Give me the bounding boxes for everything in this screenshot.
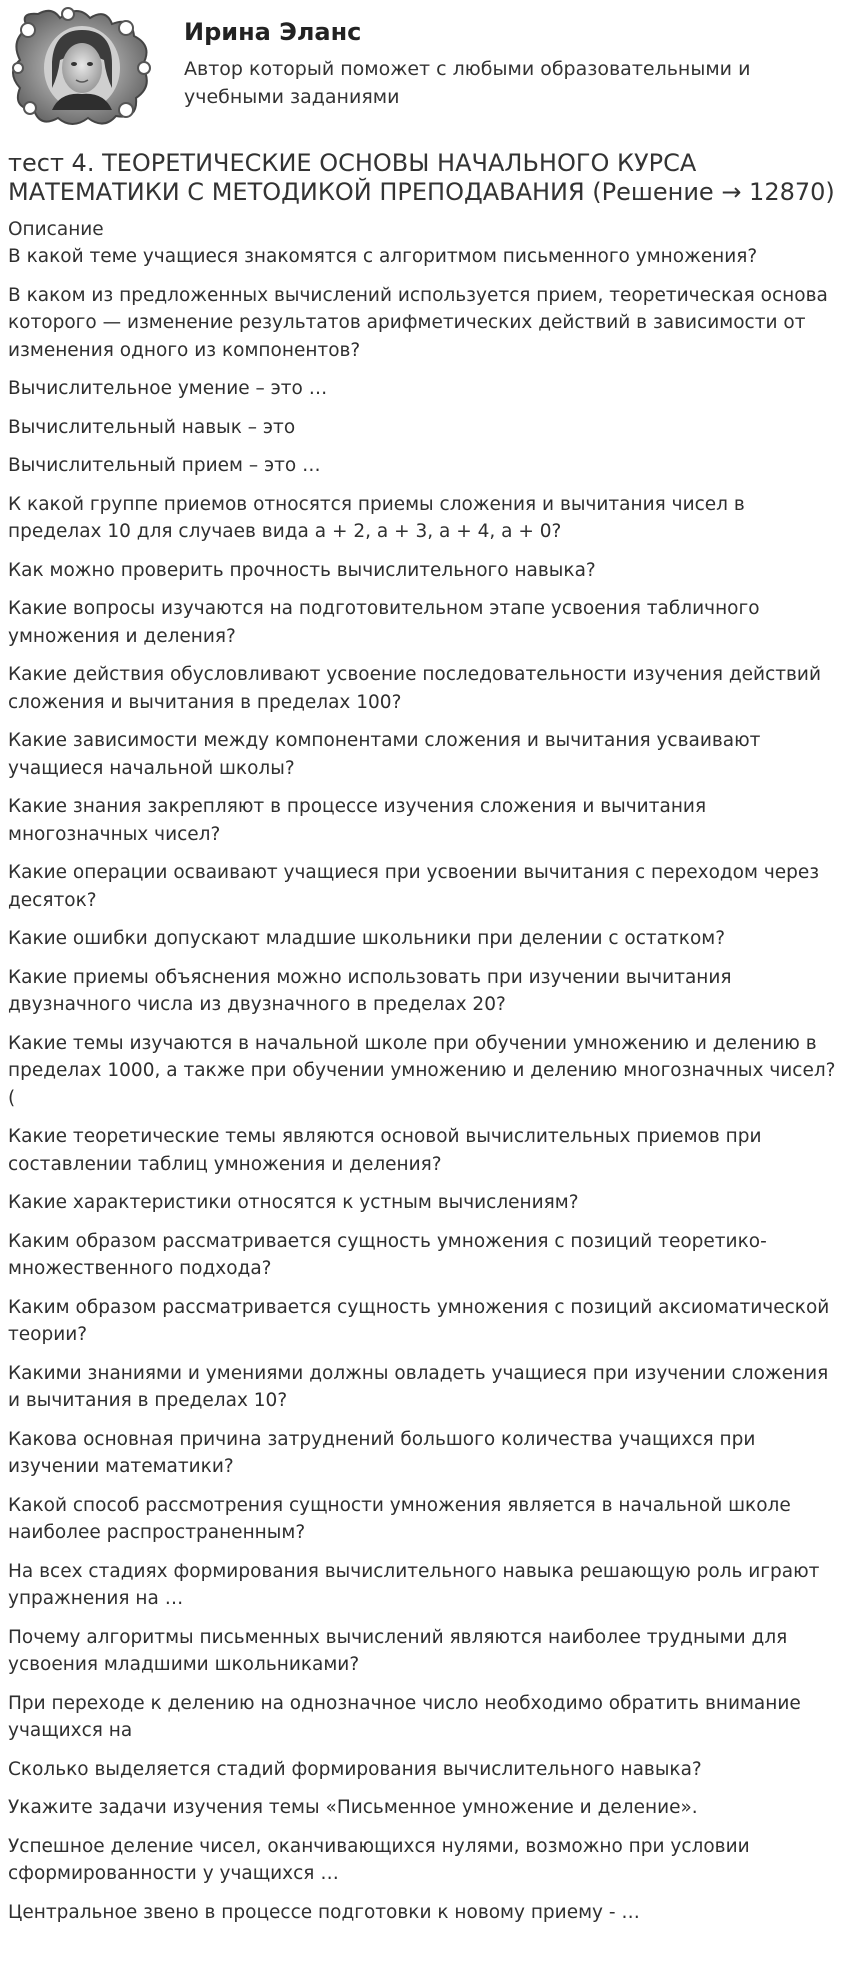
question-item: Какие характеристики относятся к устным вычислениям? xyxy=(8,1192,579,1213)
question-item: Какие вопросы изучаются на подготовительном этапе усвоения табличного умножения и деления? xyxy=(8,598,760,647)
avatar-portrait xyxy=(44,26,120,110)
question-item: Какие зависимости между компонентами сложения и вычитания усваивают учащиеся начальной школы? xyxy=(8,730,761,779)
question-item: Какие приемы объяснения можно использовать при изучении вычитания двузначного числа из двузначного в пределах 20? xyxy=(8,966,732,1015)
test-title: тест 4. ТЕОРЕТИЧЕСКИЕ ОСНОВЫ НАЧАЛЬНОГО КУРСА МАТЕМАТИКИ С МЕТОДИКОЙ ПРЕПОДАВАНИЯ (Решение → 12870) xyxy=(8,149,835,206)
question-item: Какие темы изучаются в начальной школе при обучении умножению и делению в пределах 1000, а также при обучении умножению и делению многозначных чисел? ( xyxy=(8,1032,836,1109)
question-item: На всех стадиях формирования вычислительного навыка решающую роль играют упражнения на … xyxy=(8,1560,820,1609)
question-item: Вычислительный прием – это … xyxy=(8,455,321,476)
question-item: Центральное звено в процессе подготовки к новому приему - … xyxy=(8,1901,640,1923)
question-item: При переходе к делению на однозначное число необходимо обратить внимание учащихся на xyxy=(8,1692,801,1741)
question-item: Как можно проверить прочность вычислительного навыка? xyxy=(8,559,596,581)
question-item: Какие знания закрепляют в процессе изучения сложения и вычитания многозначных чисел? xyxy=(8,796,707,845)
author-description: Автор который поможет с любыми образовательными и учебными заданиями xyxy=(184,58,751,108)
question-item: Вычислительный навык – это xyxy=(8,416,296,438)
question-item: Сколько выделяется стадий формирования вычислительного навыка? xyxy=(8,1758,702,1780)
question-item: Какими знаниями и умениями должны овладеть учащиеся при изучении сложения и вычитания в пределах 10? xyxy=(8,1362,829,1411)
question-item: Каким образом рассматривается сущность умножения с позиций аксиоматической теории? xyxy=(8,1296,830,1345)
question-item: В каком из предложенных вычислений используется прием, теоретическая основа которого — изменение результатов арифметических действий в зависимости от изменения одного из компонентов? xyxy=(8,284,828,361)
question-item: К какой группе приемов относятся приемы сложения и вычитания чисел в пределах 10 для случаев вида а + 2, а + 3, а + 4, а + 0? xyxy=(8,493,745,542)
question-list xyxy=(8,243,838,1937)
question-item: Каким образом рассматривается сущность умножения с позиций теоретико-множественного подхода? xyxy=(8,1230,767,1279)
question-item: Почему алгоритмы письменных вычислений являются наиболее трудными для усвоения младшими школьниками? xyxy=(8,1626,788,1675)
question-item: Укажите задачи изучения темы «Письменное умножение и деление». xyxy=(8,1797,698,1818)
author-name[interactable]: Ирина Эланс xyxy=(184,18,362,46)
author-header xyxy=(8,6,838,126)
question-item: Успешное деление чисел, оканчивающихся нулями, возможно при условии сформированности у учащихся … xyxy=(8,1835,750,1884)
question-item: Какие теоретические темы являются основой вычислительных приемов при составлении таблиц умножения и деления? xyxy=(8,1126,762,1175)
question-item: Какие ошибки допускают младшие школьники при делении с остатком? xyxy=(8,928,726,949)
author-avatar[interactable] xyxy=(8,6,156,126)
question-item: Какова основная причина затруднений большого количества учащихся при изучении математики? xyxy=(8,1428,756,1477)
question-item: В какой теме учащиеся знакомятся с алгоритмом письменного умножения? xyxy=(8,246,758,267)
question-item: Какие действия обусловливают усвоение последовательности изучения действий сложения и вычитания в пределах 100? xyxy=(8,664,821,713)
question-item: Вычислительное умение – это … xyxy=(8,378,328,399)
question-item: Какие операции осваивают учащиеся при усвоении вычитания с переходом через десяток? xyxy=(8,862,820,911)
description-label: Описание xyxy=(8,219,104,240)
question-item: Какой способ рассмотрения сущности умножения является в начальной школе наиболее распространенным? xyxy=(8,1494,791,1543)
